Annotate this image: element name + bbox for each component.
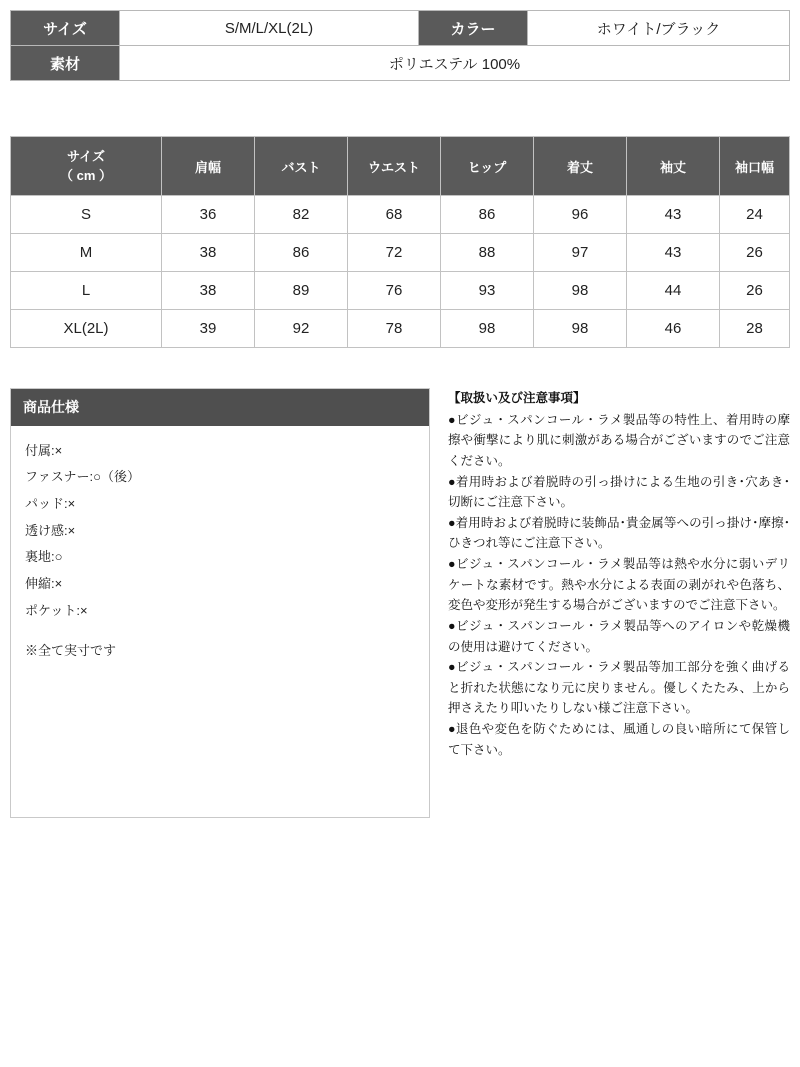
size-cell: 86 <box>441 196 534 234</box>
care-instructions-title: 【取扱い及び注意事項】 <box>448 391 586 405</box>
care-item: ●ビジュ・スパンコール・ラメ製品等へのアイロンや乾燥機の使用は避けてください。 <box>448 618 790 654</box>
spec-label-color: カラー <box>419 11 528 46</box>
size-cell: 38 <box>162 272 255 310</box>
table-row <box>11 196 790 234</box>
list-item: 付属:× <box>25 442 63 458</box>
size-cell: 36 <box>162 196 255 234</box>
care-item: ●ビジュ・スパンコール・ラメ製品等は熱や水分に弱いデリケートな素材です。熱や水分による表面の剥がれや色落ち、変色や変形が発生する場合がございますのでご注意下さい。 <box>448 557 790 613</box>
size-row-label: L <box>11 272 162 310</box>
size-cell: 26 <box>720 234 790 272</box>
table-row <box>11 272 790 310</box>
product-spec-list <box>11 426 429 677</box>
list-item: 透け感:× <box>25 522 76 538</box>
size-cell: 78 <box>348 310 441 348</box>
size-row-label: XL(2L) <box>11 310 162 348</box>
size-cell: 96 <box>534 196 627 234</box>
product-spec-title: 商品仕様 <box>11 389 429 426</box>
size-cell: 38 <box>162 234 255 272</box>
size-cell: 82 <box>255 196 348 234</box>
size-header-line2: （ cm ） <box>59 168 112 183</box>
care-item: ●ビジュ・スパンコール・ラメ製品等の特性上、着用時の摩擦や衝撃により肌に刺激がある場合がございますのでご注意ください。 <box>448 412 790 468</box>
table-row <box>11 310 790 348</box>
size-header-line1: サイズ <box>67 148 105 164</box>
size-cell: 24 <box>720 196 790 234</box>
care-instructions-panel <box>448 388 790 818</box>
table-row <box>11 11 790 46</box>
size-cell: 98 <box>534 272 627 310</box>
size-header-shoulder: 肩幅 <box>162 137 255 196</box>
spec-label-material: 素材 <box>11 46 120 81</box>
table-row <box>11 46 790 81</box>
actual-measurement-note: ※全て実寸です <box>25 643 117 659</box>
product-spec-table <box>10 10 790 81</box>
size-header-waist: ウエスト <box>348 137 441 196</box>
size-cell: 72 <box>348 234 441 272</box>
size-cell: 98 <box>441 310 534 348</box>
table-row <box>11 234 790 272</box>
care-item: ●着用時および着脱時の引っ掛けによる生地の引き･穴あき･切断にご注意下さい。 <box>448 474 790 510</box>
spec-value-size: S/M/L/XL(2L) <box>120 11 419 46</box>
table-header-row <box>11 137 790 196</box>
size-header-cuff: 袖口幅 <box>720 137 790 196</box>
product-spec-panel <box>10 388 430 818</box>
size-row-label: S <box>11 196 162 234</box>
size-cell: 43 <box>627 196 720 234</box>
spec-value-material: ポリエステル 100% <box>120 46 790 81</box>
size-cell: 86 <box>255 234 348 272</box>
size-cell: 46 <box>627 310 720 348</box>
size-header-length: 着丈 <box>534 137 627 196</box>
size-chart-table <box>10 136 790 348</box>
size-cell: 44 <box>627 272 720 310</box>
spacer <box>25 624 415 638</box>
size-cell: 88 <box>441 234 534 272</box>
size-cell: 89 <box>255 272 348 310</box>
size-cell: 43 <box>627 234 720 272</box>
size-cell: 28 <box>720 310 790 348</box>
size-header-size <box>11 137 162 196</box>
size-cell: 92 <box>255 310 348 348</box>
size-cell: 93 <box>441 272 534 310</box>
size-cell: 26 <box>720 272 790 310</box>
list-item: ファスナー:○（後） <box>25 469 140 485</box>
list-item: 裏地:○ <box>25 549 63 565</box>
care-item: ●着用時および着脱時に装飾品･貴金属等への引っ掛け･摩擦･ひきつれ等にご注意下さい。 <box>448 515 790 551</box>
size-cell: 76 <box>348 272 441 310</box>
list-item: ポケット:× <box>25 602 88 618</box>
size-cell: 97 <box>534 234 627 272</box>
size-row-label: M <box>11 234 162 272</box>
size-header-bust: バスト <box>255 137 348 196</box>
size-header-sleeve: 袖丈 <box>627 137 720 196</box>
list-item: 伸縮:× <box>25 576 63 591</box>
bottom-section <box>10 388 790 818</box>
care-item: ●ビジュ・スパンコール・ラメ製品等加工部分を強く曲げると折れた状態になり元に戻りません。優しくたたみ、上から押さえたり叩いたりしない様ご注意下さい。 <box>448 660 790 716</box>
care-item: ●退色や変色を防ぐためには、風通しの良い暗所にて保管して下さい。 <box>448 722 790 757</box>
size-cell: 39 <box>162 310 255 348</box>
spec-label-size: サイズ <box>11 11 120 46</box>
size-cell: 68 <box>348 196 441 234</box>
spec-value-color: ホワイト/ブラック <box>528 11 790 46</box>
size-cell: 98 <box>534 310 627 348</box>
size-header-hip: ヒップ <box>441 137 534 196</box>
list-item: パッド:× <box>25 496 76 512</box>
